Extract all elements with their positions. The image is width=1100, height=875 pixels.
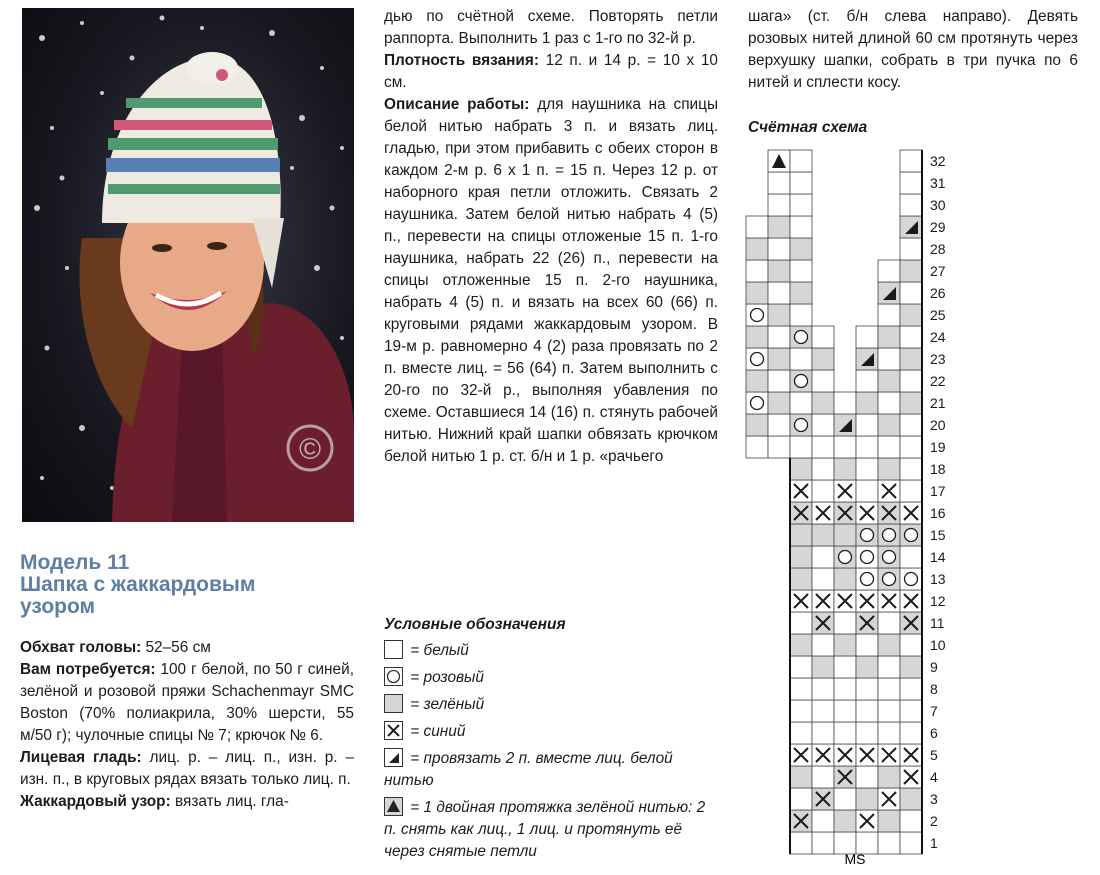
row-number: 12 <box>930 593 946 609</box>
circle-icon <box>751 353 764 366</box>
chart-cell <box>900 370 922 392</box>
chart-cell <box>900 700 922 722</box>
chart-cell <box>812 678 834 700</box>
empty-square-icon <box>384 640 403 659</box>
chart-cell <box>856 414 878 436</box>
legend-text: = провязать 2 п. вместе лиц. белой нитью <box>384 750 673 789</box>
chart-cell <box>834 634 856 656</box>
jacquard-label: Жаккардовый узор: <box>20 793 171 810</box>
row-number: 21 <box>930 395 946 411</box>
chart-cell <box>856 370 878 392</box>
chart-cell <box>746 216 768 238</box>
row-number: 2 <box>930 813 938 829</box>
chart-cell <box>768 392 790 414</box>
row-numbers <box>930 153 946 851</box>
chart-cell <box>878 656 900 678</box>
row-number: 24 <box>930 329 946 345</box>
chart-cell <box>812 656 834 678</box>
row-number: 27 <box>930 263 946 279</box>
circle-icon <box>384 667 403 686</box>
double-triangle-icon <box>384 797 403 816</box>
chart-cell <box>900 348 922 370</box>
chart-cell <box>790 832 812 854</box>
chart-cell <box>768 304 790 326</box>
chart-cell <box>834 568 856 590</box>
row-number: 30 <box>930 197 946 213</box>
chart-cell <box>900 810 922 832</box>
chart-cell <box>900 832 922 854</box>
chart-cell <box>746 414 768 436</box>
row-number: 19 <box>930 439 946 455</box>
circle-icon <box>795 331 808 344</box>
model-title-line1: Модель 11 <box>20 551 130 574</box>
chart-cell <box>768 326 790 348</box>
chart-cell <box>900 480 922 502</box>
chart-cell <box>856 436 878 458</box>
chart-cell <box>768 260 790 282</box>
circle-icon <box>905 573 918 586</box>
chart-cell <box>856 700 878 722</box>
chart-cell <box>856 722 878 744</box>
chart-cell <box>878 282 900 304</box>
legend-text: = зелёный <box>406 696 485 713</box>
chart-cell <box>834 788 856 810</box>
chart-cell <box>834 656 856 678</box>
chart-cell <box>900 238 922 260</box>
legend-item-blue <box>384 721 722 743</box>
chart-cell <box>768 348 790 370</box>
chart-cell <box>812 414 834 436</box>
chart-cell <box>790 238 812 260</box>
chart-cell <box>834 458 856 480</box>
cross-icon <box>384 721 403 740</box>
circle-icon <box>883 529 896 542</box>
row-number: 8 <box>930 681 938 697</box>
row-number: 6 <box>930 725 938 741</box>
chart-cell <box>856 480 878 502</box>
chart-title: Счётная схема <box>748 119 868 136</box>
row-number: 16 <box>930 505 946 521</box>
row-number: 23 <box>930 351 946 367</box>
shaded-square-icon <box>384 694 403 713</box>
chart-cell <box>834 700 856 722</box>
row-number: 10 <box>930 637 946 653</box>
row-number: 32 <box>930 153 946 169</box>
circle-icon <box>905 529 918 542</box>
chart-cell <box>878 348 900 370</box>
chart-cell <box>856 458 878 480</box>
chart-cell <box>856 634 878 656</box>
chart-cell <box>900 414 922 436</box>
chart-cell <box>768 436 790 458</box>
chart-cell <box>768 282 790 304</box>
chart-cell <box>878 634 900 656</box>
chart-cell <box>878 370 900 392</box>
chart-cell <box>746 260 768 282</box>
chart-cell <box>900 304 922 326</box>
circle-icon <box>795 375 808 388</box>
chart-cell <box>878 766 900 788</box>
knitting-chart <box>744 148 974 870</box>
model-photo <box>22 8 354 522</box>
chart-cell <box>812 546 834 568</box>
chart-cell <box>768 414 790 436</box>
chart-cell <box>746 370 768 392</box>
chart-cell <box>900 546 922 568</box>
row-number: 14 <box>930 549 946 565</box>
chart-cell <box>900 436 922 458</box>
finishing-continuation: шага» (ст. б/н слева направо). Девять розовых нитей длиной 60 см протянуть через верхушку шапки, собрать в три пучка по 6 нитей и сплести косу. <box>748 8 1078 91</box>
chart-cell <box>790 612 812 634</box>
chart-cell <box>900 260 922 282</box>
chart-cell <box>812 700 834 722</box>
legend-item-k2tog <box>384 748 722 792</box>
chart-cell <box>790 700 812 722</box>
chart-cell <box>790 546 812 568</box>
chart-cell <box>834 436 856 458</box>
model-title-line3: узором <box>20 595 96 618</box>
chart-cell <box>790 436 812 458</box>
chart-cell <box>746 326 768 348</box>
chart-cell <box>878 458 900 480</box>
chart-cell <box>790 722 812 744</box>
row-number: 11 <box>930 615 945 631</box>
jacquard-continuation: дью по счётной схеме. Повторять петли раппорта. Выполнить 1 раз с 1-го по 32-й р. <box>384 8 718 47</box>
circle-icon <box>839 551 852 564</box>
chart-cell <box>834 722 856 744</box>
chart-cell <box>790 150 812 172</box>
chart-cell <box>768 172 790 194</box>
chart-cell <box>812 480 834 502</box>
column-2-text <box>384 6 718 468</box>
chart-cell <box>768 216 790 238</box>
chart-cell <box>900 282 922 304</box>
row-number: 9 <box>930 659 938 675</box>
chart-cell <box>900 656 922 678</box>
chart-cell <box>790 524 812 546</box>
chart-cell <box>900 392 922 414</box>
chart-cell <box>878 414 900 436</box>
ms-label: MS <box>844 851 866 867</box>
chart-cell <box>812 458 834 480</box>
row-number: 13 <box>930 571 946 587</box>
row-number: 1 <box>930 835 938 851</box>
circle-icon <box>883 573 896 586</box>
chart-cell <box>790 568 812 590</box>
chart-cell <box>878 260 900 282</box>
row-number: 17 <box>930 483 946 499</box>
chart-cell <box>812 348 834 370</box>
materials-paragraph <box>20 659 354 747</box>
column-1-text <box>20 637 354 813</box>
circle-icon <box>883 551 896 564</box>
legend-text: = 1 двойная протяжка зелёной нитью: 2 п. снять как лиц., 1 лиц. и протянуть её через снятые петли <box>384 799 706 860</box>
density-paragraph <box>384 50 718 94</box>
chart-cell <box>900 326 922 348</box>
chart-cell <box>790 282 812 304</box>
work-description-label: Описание работы: <box>384 96 530 113</box>
chart-cell <box>900 150 922 172</box>
chart-cell <box>900 634 922 656</box>
legend-item-double-decrease <box>384 797 722 863</box>
legend <box>384 640 722 868</box>
chart-cell <box>812 436 834 458</box>
model-title-line2: Шапка с жаккардовым <box>20 573 256 596</box>
chart-cell <box>878 722 900 744</box>
legend-item-white <box>384 640 722 662</box>
row-number: 4 <box>930 769 938 785</box>
chart-cell <box>812 370 834 392</box>
chart-cell <box>746 238 768 260</box>
work-description-value: для наушника на спицы белой нитью набрать 3 п. и вязать лиц. гладью, при этом прибавить с обеих сторон в каждом 2-м р. 6 х 1 п. = 15 п. Через 12 р. от наборного края петли отложить. Связать 2 наушника. Затем белой нитью набрать 4 (5) п., перевести на спицы отложеные 15 п. 1-го наушника, набрать 22 (26) п., перевести на спицы отложенные 15 п. 2-го наушника, набрать 4 (5) п. и вязать на всех 60 (66) п. круговыми рядами жаккардовым узором. В 19-м р. равномерно 4 (2) раза провязать по 2 п. вместе лиц. = 56 (64) п. Затем выполнить с 20-го по 32-й р., выполняя убавления по схеме. Оставшиеся 14 (16) п. стянуть рабочей нитью. Нижний край шапки обвязать крючком белой нитью 1 р. ст. б/н и 1 р. «рачьего <box>384 96 719 465</box>
circle-icon <box>861 573 874 586</box>
stockinette-label: Лицевая гладь: <box>20 749 142 766</box>
row-number: 15 <box>930 527 946 543</box>
row-number: 31 <box>930 175 946 191</box>
density-value: 12 п. и 14 р. = 10 x 10 см. <box>384 52 718 91</box>
row-number: 25 <box>930 307 946 323</box>
row-number: 26 <box>930 285 946 301</box>
circle-icon <box>861 529 874 542</box>
chart-cell <box>856 766 878 788</box>
chart-cell <box>878 612 900 634</box>
chart-cell <box>790 304 812 326</box>
row-number: 22 <box>930 373 946 389</box>
chart-cell <box>878 700 900 722</box>
chart-cell <box>768 238 790 260</box>
chart-cell <box>790 634 812 656</box>
row-number: 20 <box>930 417 946 433</box>
model-title <box>20 552 360 618</box>
circle-icon <box>751 397 764 410</box>
chart-cell <box>812 524 834 546</box>
row-number: 28 <box>930 241 946 257</box>
circle-icon <box>861 551 874 564</box>
chart-cell <box>834 678 856 700</box>
chart-cell <box>856 788 878 810</box>
chart-cell <box>790 216 812 238</box>
head-size-value: 52–56 см <box>141 639 211 656</box>
chart-cell <box>834 392 856 414</box>
chart-cell <box>790 260 812 282</box>
chart-cell <box>834 810 856 832</box>
chart-cell <box>790 766 812 788</box>
chart-cell <box>746 282 768 304</box>
chart-cell <box>900 678 922 700</box>
chart-cell <box>790 656 812 678</box>
legend-text: = белый <box>406 642 469 659</box>
chart-cell <box>790 458 812 480</box>
chart-cell <box>878 326 900 348</box>
legend-text: = синий <box>406 723 466 740</box>
legend-item-green <box>384 694 722 716</box>
chart-cell <box>790 788 812 810</box>
chart-cell <box>812 568 834 590</box>
chart-cell <box>746 436 768 458</box>
chart-cell <box>878 832 900 854</box>
head-size-paragraph <box>20 637 354 659</box>
chart-cell <box>790 678 812 700</box>
chart-cell <box>812 810 834 832</box>
circle-icon <box>751 309 764 322</box>
chart-cell <box>768 370 790 392</box>
legend-text: = розовый <box>406 669 484 686</box>
chart-cell <box>878 810 900 832</box>
chart-cell <box>768 194 790 216</box>
column-3-text <box>748 6 1078 94</box>
chart-cell <box>790 392 812 414</box>
jacquard-paragraph <box>20 791 354 813</box>
chart-cell <box>812 722 834 744</box>
chart-cell <box>856 392 878 414</box>
chart-cell <box>856 678 878 700</box>
chart-cell <box>812 766 834 788</box>
jacquard-value: вязать лиц. гла- <box>170 793 289 810</box>
stockinette-value: лиц. р. – лиц. п., изн. р. – изн. п., в круговых рядах вязать только лиц. п. <box>20 749 355 788</box>
row-number: 18 <box>930 461 946 477</box>
chart-cell <box>900 216 922 238</box>
chart-cell <box>812 392 834 414</box>
chart-cell <box>856 348 878 370</box>
row-number: 3 <box>930 791 938 807</box>
triangle-icon <box>384 748 403 767</box>
chart-cell <box>878 436 900 458</box>
chart-cell <box>900 194 922 216</box>
chart-cell <box>834 414 856 436</box>
materials-value: 100 г белой, по 50 г синей, зелёной и розовой пряжи Schachenmayr SMC Boston (70% полиакрила, 30% шерсти, 55 м/50 г); чулочные спицы № 7; крючок № 6. <box>20 661 354 744</box>
chart-cell <box>900 172 922 194</box>
chart-cell <box>878 304 900 326</box>
row-number: 7 <box>930 703 938 719</box>
chart-cell <box>900 788 922 810</box>
head-size-label: Обхват головы: <box>20 639 142 656</box>
chart-cell <box>812 634 834 656</box>
chart-cell <box>856 656 878 678</box>
chart-cell <box>900 722 922 744</box>
stockinette-paragraph <box>20 747 354 791</box>
circle-icon <box>795 419 808 432</box>
chart-cell <box>834 524 856 546</box>
row-number: 29 <box>930 219 946 235</box>
work-description-paragraph <box>384 94 718 468</box>
density-label: Плотность вязания: <box>384 52 539 69</box>
chart-cell <box>790 172 812 194</box>
chart-cell <box>878 678 900 700</box>
materials-label: Вам потребуется: <box>20 661 156 678</box>
watermark-symbol: © <box>298 433 322 466</box>
chart-cell <box>812 326 834 348</box>
chart-cell <box>790 348 812 370</box>
chart-cell <box>900 458 922 480</box>
chart-cell <box>856 326 878 348</box>
chart-cell <box>834 612 856 634</box>
chart-cell <box>812 832 834 854</box>
legend-item-pink <box>384 667 722 689</box>
chart-cell <box>790 194 812 216</box>
legend-title: Условные обозначения <box>384 616 566 633</box>
chart-cell <box>878 392 900 414</box>
row-number: 5 <box>930 747 938 763</box>
